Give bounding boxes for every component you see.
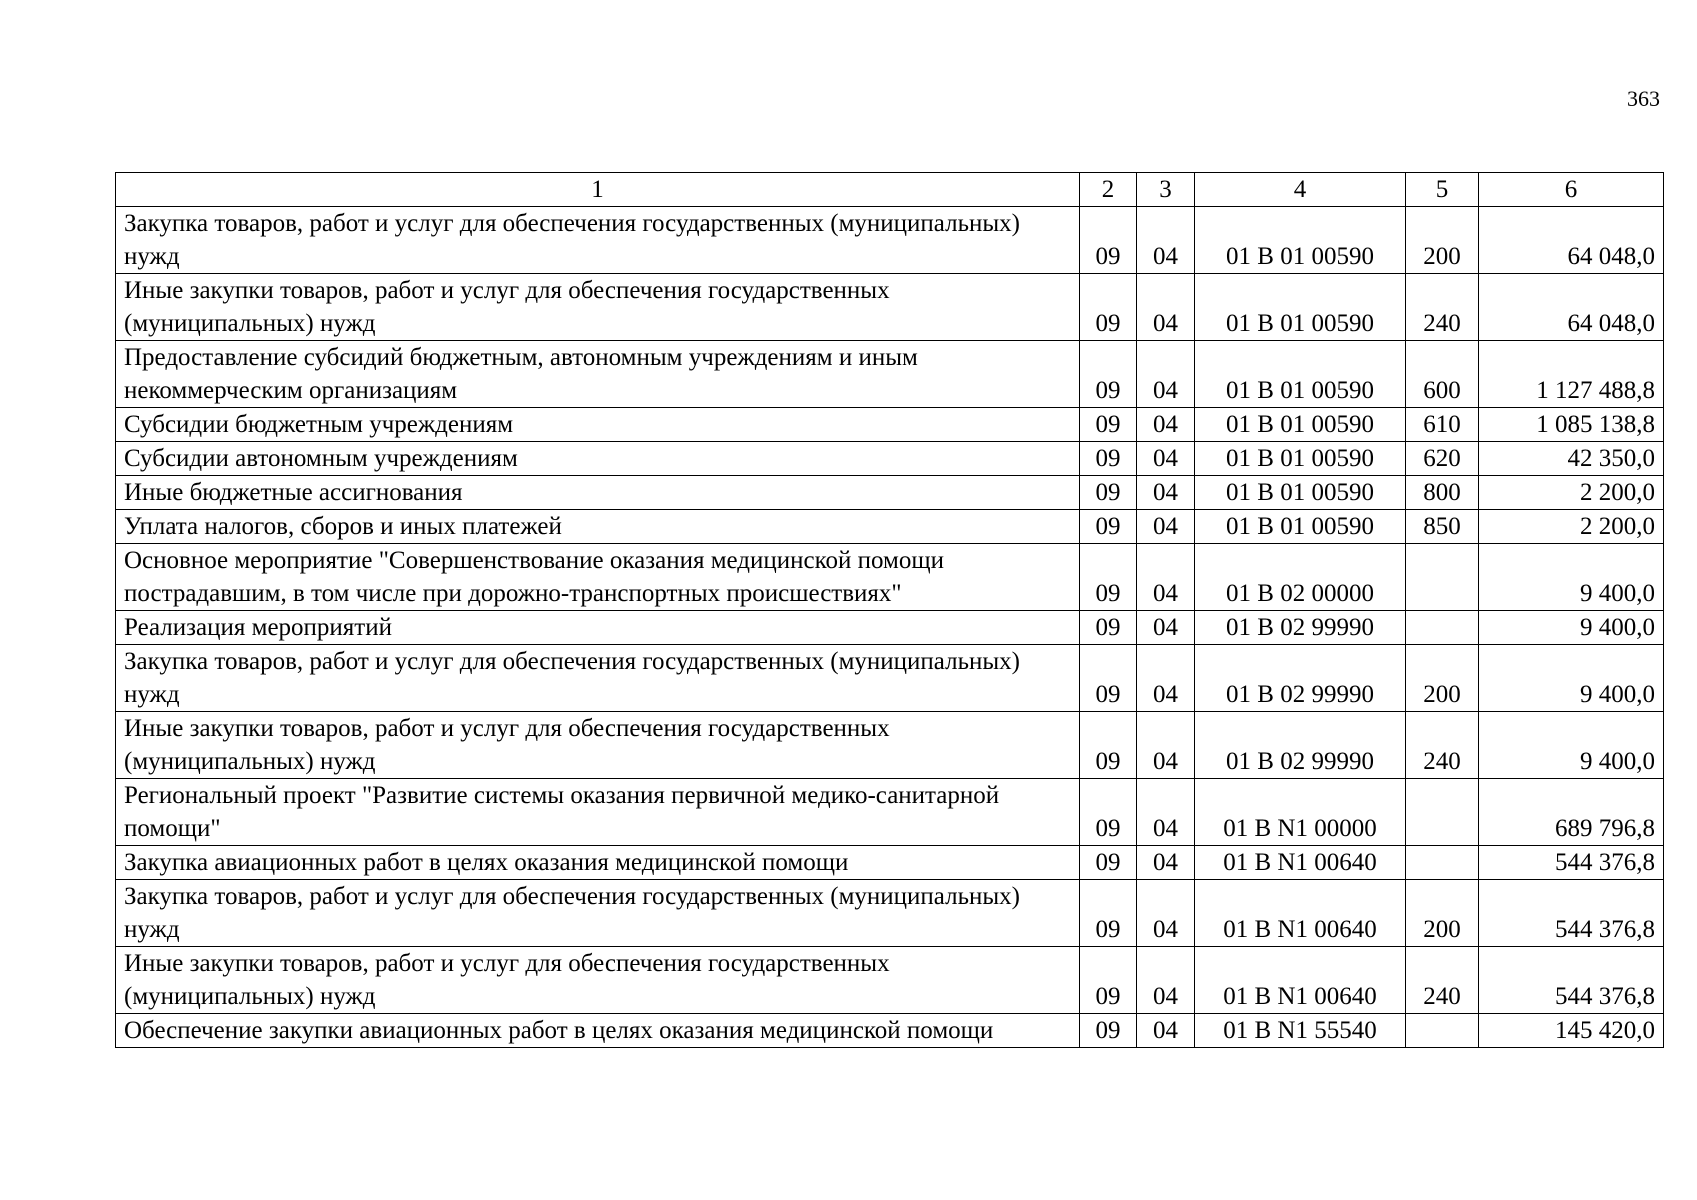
column-header-4: 4: [1195, 173, 1406, 207]
row-expense-type-cell: [1406, 1014, 1479, 1048]
row-section-cell: 09: [1080, 846, 1137, 880]
table-row: [116, 274, 1664, 341]
row-subsection-cell: 04: [1137, 712, 1195, 779]
row-target-article-cell: 01 В 02 99990: [1195, 712, 1406, 779]
row-expense-type-cell: [1406, 544, 1479, 611]
row-expense-type-cell: [1406, 611, 1479, 645]
row-section-cell: 09: [1080, 712, 1137, 779]
row-subsection-cell: 04: [1137, 341, 1195, 408]
table-row: [116, 207, 1664, 274]
page-number: 363: [1627, 86, 1660, 111]
row-target-article-cell: 01 В 02 99990: [1195, 611, 1406, 645]
row-amount-cell: 64 048,0: [1479, 207, 1664, 274]
row-amount-cell: 2 200,0: [1479, 476, 1664, 510]
row-target-article-cell: 01 В N1 00640: [1195, 880, 1406, 947]
row-target-article-cell: 01 В N1 00000: [1195, 779, 1406, 846]
table-row: [116, 510, 1664, 544]
row-subsection-cell: 04: [1137, 476, 1195, 510]
row-name-cell: Субсидии бюджетным учреждениям: [116, 408, 1080, 442]
row-subsection-cell: 04: [1137, 947, 1195, 1014]
row-expense-type-cell: 200: [1406, 207, 1479, 274]
row-amount-cell: 42 350,0: [1479, 442, 1664, 476]
row-name-cell: Уплата налогов, сборов и иных платежей: [116, 510, 1080, 544]
row-section-cell: 09: [1080, 341, 1137, 408]
row-expense-type-cell: 620: [1406, 442, 1479, 476]
row-expense-type-cell: 200: [1406, 645, 1479, 712]
table-row: [116, 779, 1664, 846]
row-target-article-cell: 01 В 01 00590: [1195, 510, 1406, 544]
row-target-article-cell: 01 В N1 00640: [1195, 947, 1406, 1014]
row-amount-cell: 1 085 138,8: [1479, 408, 1664, 442]
table-row: [116, 947, 1664, 1014]
row-subsection-cell: 04: [1137, 645, 1195, 712]
row-section-cell: 09: [1080, 510, 1137, 544]
table-row: [116, 880, 1664, 947]
row-subsection-cell: 04: [1137, 510, 1195, 544]
row-section-cell: 09: [1080, 645, 1137, 712]
row-subsection-cell: 04: [1137, 779, 1195, 846]
row-expense-type-cell: 800: [1406, 476, 1479, 510]
table-row: [116, 611, 1664, 645]
table-row: [116, 476, 1664, 510]
row-target-article-cell: 01 В N1 55540: [1195, 1014, 1406, 1048]
row-target-article-cell: 01 В N1 00640: [1195, 846, 1406, 880]
row-target-article-cell: 01 В 01 00590: [1195, 442, 1406, 476]
row-expense-type-cell: 610: [1406, 408, 1479, 442]
row-expense-type-cell: [1406, 779, 1479, 846]
row-subsection-cell: 04: [1137, 846, 1195, 880]
row-subsection-cell: 04: [1137, 880, 1195, 947]
row-section-cell: 09: [1080, 880, 1137, 947]
table-row: [116, 544, 1664, 611]
row-target-article-cell: 01 В 01 00590: [1195, 476, 1406, 510]
table-row: [116, 712, 1664, 779]
row-name-cell: Иные бюджетные ассигнования: [116, 476, 1080, 510]
row-section-cell: 09: [1080, 611, 1137, 645]
row-amount-cell: 9 400,0: [1479, 544, 1664, 611]
row-amount-cell: 689 796,8: [1479, 779, 1664, 846]
row-section-cell: 09: [1080, 408, 1137, 442]
row-name-cell: Реализация мероприятий: [116, 611, 1080, 645]
row-name-cell: Предоставление субсидий бюджетным, автономным учреждениям и иным некоммерческим организациям: [116, 341, 1080, 408]
row-name-cell: Иные закупки товаров, работ и услуг для обеспечения государственных (муниципальных) нужд: [116, 712, 1080, 779]
row-subsection-cell: 04: [1137, 1014, 1195, 1048]
row-subsection-cell: 04: [1137, 544, 1195, 611]
column-header-2: 2: [1080, 173, 1137, 207]
row-amount-cell: 544 376,8: [1479, 846, 1664, 880]
row-target-article-cell: 01 В 01 00590: [1195, 274, 1406, 341]
row-subsection-cell: 04: [1137, 408, 1195, 442]
row-name-cell: Основное мероприятие "Совершенствование оказания медицинской помощи пострадавшим, в том числе при дорожно-транспортных происшествиях": [116, 544, 1080, 611]
column-header-3: 3: [1137, 173, 1195, 207]
table-header-row: [116, 173, 1664, 207]
row-amount-cell: 9 400,0: [1479, 645, 1664, 712]
row-target-article-cell: 01 В 01 00590: [1195, 341, 1406, 408]
row-amount-cell: 544 376,8: [1479, 947, 1664, 1014]
row-section-cell: 09: [1080, 207, 1137, 274]
row-amount-cell: 64 048,0: [1479, 274, 1664, 341]
row-section-cell: 09: [1080, 779, 1137, 846]
budget-table: [115, 172, 1664, 1048]
row-target-article-cell: 01 В 01 00590: [1195, 408, 1406, 442]
table-row: [116, 846, 1664, 880]
row-expense-type-cell: 240: [1406, 712, 1479, 779]
table-row: [116, 1014, 1664, 1048]
table-row: [116, 341, 1664, 408]
row-section-cell: 09: [1080, 947, 1137, 1014]
row-section-cell: 09: [1080, 544, 1137, 611]
row-name-cell: Региональный проект "Развитие системы оказания первичной медико-санитарной помощи": [116, 779, 1080, 846]
row-expense-type-cell: 240: [1406, 947, 1479, 1014]
row-subsection-cell: 04: [1137, 442, 1195, 476]
row-amount-cell: 9 400,0: [1479, 712, 1664, 779]
row-expense-type-cell: 600: [1406, 341, 1479, 408]
row-amount-cell: 145 420,0: [1479, 1014, 1664, 1048]
row-target-article-cell: 01 В 01 00590: [1195, 207, 1406, 274]
row-amount-cell: 544 376,8: [1479, 880, 1664, 947]
row-name-cell: Закупка товаров, работ и услуг для обеспечения государственных (муниципальных) нужд: [116, 645, 1080, 712]
row-section-cell: 09: [1080, 442, 1137, 476]
row-amount-cell: 9 400,0: [1479, 611, 1664, 645]
column-header-6: 6: [1479, 173, 1664, 207]
table-row: [116, 442, 1664, 476]
row-amount-cell: 1 127 488,8: [1479, 341, 1664, 408]
row-expense-type-cell: 850: [1406, 510, 1479, 544]
row-name-cell: Иные закупки товаров, работ и услуг для обеспечения государственных (муниципальных) нужд: [116, 947, 1080, 1014]
row-name-cell: Закупка товаров, работ и услуг для обеспечения государственных (муниципальных) нужд: [116, 880, 1080, 947]
table-row: [116, 408, 1664, 442]
row-section-cell: 09: [1080, 1014, 1137, 1048]
column-header-5: 5: [1406, 173, 1479, 207]
row-name-cell: Субсидии автономным учреждениям: [116, 442, 1080, 476]
row-target-article-cell: 01 В 02 99990: [1195, 645, 1406, 712]
row-name-cell: Закупка авиационных работ в целях оказания медицинской помощи: [116, 846, 1080, 880]
row-subsection-cell: 04: [1137, 274, 1195, 341]
row-expense-type-cell: 240: [1406, 274, 1479, 341]
row-expense-type-cell: 200: [1406, 880, 1479, 947]
column-header-1: 1: [116, 173, 1080, 207]
row-subsection-cell: 04: [1137, 611, 1195, 645]
row-expense-type-cell: [1406, 846, 1479, 880]
row-target-article-cell: 01 В 02 00000: [1195, 544, 1406, 611]
table-body: [116, 207, 1664, 1048]
table-row: [116, 645, 1664, 712]
row-subsection-cell: 04: [1137, 207, 1195, 274]
row-amount-cell: 2 200,0: [1479, 510, 1664, 544]
row-name-cell: Закупка товаров, работ и услуг для обеспечения государственных (муниципальных) нужд: [116, 207, 1080, 274]
row-name-cell: Обеспечение закупки авиационных работ в целях оказания медицинской помощи: [116, 1014, 1080, 1048]
row-section-cell: 09: [1080, 476, 1137, 510]
row-name-cell: Иные закупки товаров, работ и услуг для обеспечения государственных (муниципальных) нужд: [116, 274, 1080, 341]
row-section-cell: 09: [1080, 274, 1137, 341]
